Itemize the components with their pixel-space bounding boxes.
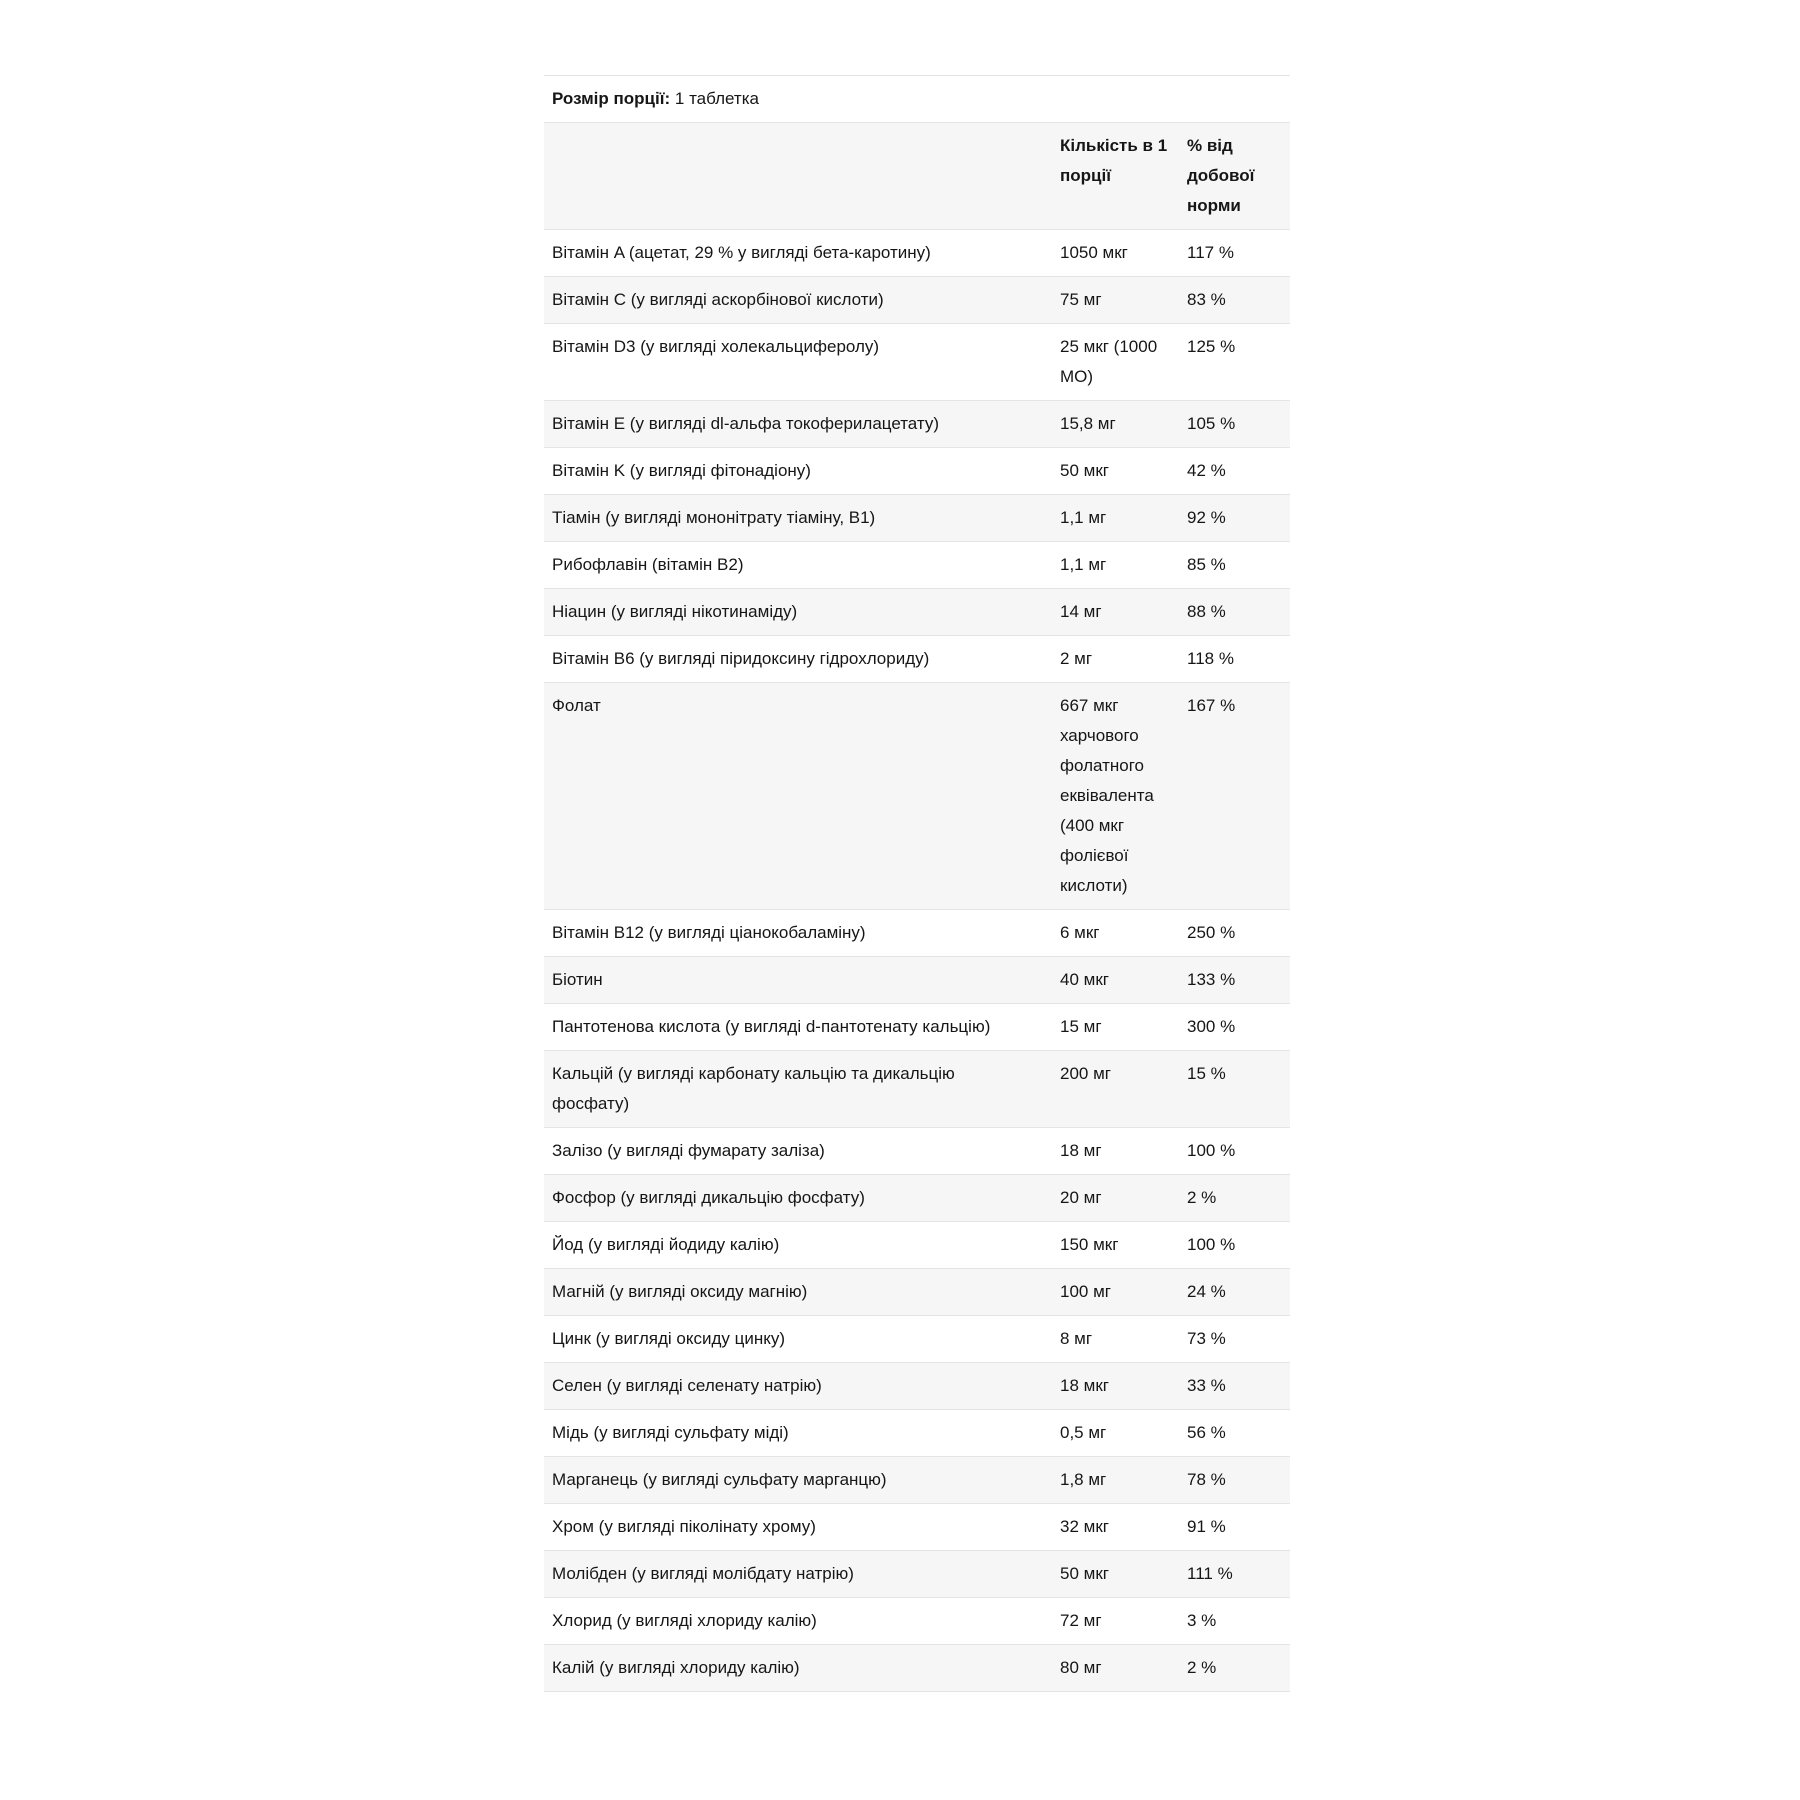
- ingredient-amount: 20 мг: [1060, 1175, 1187, 1222]
- ingredient-amount: 1,1 мг: [1060, 495, 1187, 542]
- ingredient-amount: 18 мкг: [1060, 1363, 1187, 1410]
- ingredient-daily-value: 250 %: [1187, 910, 1290, 957]
- ingredient-name: Ніацин (у вигляді нікотинаміду): [544, 589, 1060, 636]
- ingredient-daily-value: 300 %: [1187, 1004, 1290, 1051]
- ingredient-daily-value: 73 %: [1187, 1316, 1290, 1363]
- ingredient-daily-value: 92 %: [1187, 495, 1290, 542]
- ingredient-amount: 0,5 мг: [1060, 1410, 1187, 1457]
- ingredient-daily-value: 100 %: [1187, 1222, 1290, 1269]
- table-row: [544, 1316, 1290, 1363]
- ingredient-amount: 1,8 мг: [1060, 1457, 1187, 1504]
- ingredient-daily-value: 118 %: [1187, 636, 1290, 683]
- table-row: [544, 589, 1290, 636]
- ingredient-name: Мідь (у вигляді сульфату міді): [544, 1410, 1060, 1457]
- ingredient-amount: 100 мг: [1060, 1269, 1187, 1316]
- table-row: [544, 1504, 1290, 1551]
- ingredient-name: Фосфор (у вигляді дикальцію фосфату): [544, 1175, 1060, 1222]
- ingredient-name: Цинк (у вигляді оксиду цинку): [544, 1316, 1060, 1363]
- ingredient-name: Калій (у вигляді хлориду калію): [544, 1645, 1060, 1692]
- serving-size-value: 1 таблетка: [674, 89, 759, 108]
- ingredient-amount: 18 мг: [1060, 1128, 1187, 1175]
- table-row: [544, 1269, 1290, 1316]
- ingredient-amount: 1,1 мг: [1060, 542, 1187, 589]
- ingredient-name: Вітамін B6 (у вигляді піридоксину гідрохлориду): [544, 636, 1060, 683]
- ingredient-amount: 50 мкг: [1060, 1551, 1187, 1598]
- ingredient-amount: 80 мг: [1060, 1645, 1187, 1692]
- ingredient-amount: 8 мг: [1060, 1316, 1187, 1363]
- table-row: [544, 1051, 1290, 1128]
- ingredient-daily-value: 85 %: [1187, 542, 1290, 589]
- ingredient-amount: 50 мкг: [1060, 448, 1187, 495]
- ingredient-amount: 40 мкг: [1060, 957, 1187, 1004]
- supplement-facts-panel: [544, 75, 1290, 1692]
- ingredient-amount: 75 мг: [1060, 277, 1187, 324]
- ingredient-daily-value: 83 %: [1187, 277, 1290, 324]
- table-row: [544, 1004, 1290, 1051]
- ingredient-daily-value: 33 %: [1187, 1363, 1290, 1410]
- header-daily-value-percent: % від добової норми: [1187, 123, 1290, 230]
- ingredient-daily-value: 78 %: [1187, 1457, 1290, 1504]
- table-header-row: [544, 123, 1290, 230]
- ingredient-amount: 6 мкг: [1060, 910, 1187, 957]
- header-ingredient: [544, 123, 1060, 230]
- supplement-facts-table: [544, 122, 1290, 1692]
- table-row: [544, 957, 1290, 1004]
- ingredient-name: Вітамін K (у вигляді фітонадіону): [544, 448, 1060, 495]
- ingredient-amount: 25 мкг (1000 МО): [1060, 324, 1187, 401]
- ingredient-name: Вітамін B12 (у вигляді ціанокобаламіну): [544, 910, 1060, 957]
- table-header: [544, 123, 1290, 230]
- ingredient-daily-value: 15 %: [1187, 1051, 1290, 1128]
- table-row: [544, 683, 1290, 910]
- table-row: [544, 495, 1290, 542]
- ingredient-name: Рибофлавін (вітамін B2): [544, 542, 1060, 589]
- table-row: [544, 401, 1290, 448]
- serving-size-label: Розмір порції:: [552, 89, 671, 108]
- ingredient-amount: 15,8 мг: [1060, 401, 1187, 448]
- ingredient-amount: 150 мкг: [1060, 1222, 1187, 1269]
- ingredient-daily-value: 88 %: [1187, 589, 1290, 636]
- table-row: [544, 1551, 1290, 1598]
- table-row: [544, 277, 1290, 324]
- table-row: [544, 636, 1290, 683]
- table-row: [544, 1410, 1290, 1457]
- ingredient-amount: 2 мг: [1060, 636, 1187, 683]
- ingredient-amount: 667 мкг харчового фолатного еквівалента (400 мкг фолієвої кислоти): [1060, 683, 1187, 910]
- ingredient-daily-value: 2 %: [1187, 1175, 1290, 1222]
- ingredient-daily-value: 125 %: [1187, 324, 1290, 401]
- ingredient-name: Вітамін C (у вигляді аскорбінової кислоти): [544, 277, 1060, 324]
- serving-size-row: [544, 76, 1290, 122]
- header-amount-per-serving: Кількість в 1 порції: [1060, 123, 1187, 230]
- ingredient-daily-value: 167 %: [1187, 683, 1290, 910]
- ingredient-daily-value: 42 %: [1187, 448, 1290, 495]
- ingredient-name: Кальцій (у вигляді карбонату кальцію та дикальцію фосфату): [544, 1051, 1060, 1128]
- ingredient-daily-value: 56 %: [1187, 1410, 1290, 1457]
- table-row: [544, 1598, 1290, 1645]
- ingredient-name: Вітамін E (у вигляді dl-альфа токоферилацетату): [544, 401, 1060, 448]
- table-row: [544, 230, 1290, 277]
- ingredient-name: Марганець (у вигляді сульфату марганцю): [544, 1457, 1060, 1504]
- ingredient-amount: 15 мг: [1060, 1004, 1187, 1051]
- ingredient-daily-value: 117 %: [1187, 230, 1290, 277]
- ingredient-amount: 200 мг: [1060, 1051, 1187, 1128]
- ingredient-name: Вітамін A (ацетат, 29 % у вигляді бета-каротину): [544, 230, 1060, 277]
- ingredient-name: Тіамін (у вигляді мононітрату тіаміну, B1): [544, 495, 1060, 542]
- table-row: [544, 1222, 1290, 1269]
- ingredient-daily-value: 100 %: [1187, 1128, 1290, 1175]
- table-row: [544, 1457, 1290, 1504]
- ingredient-name: Селен (у вигляді селенату натрію): [544, 1363, 1060, 1410]
- ingredient-daily-value: 105 %: [1187, 401, 1290, 448]
- ingredient-daily-value: 3 %: [1187, 1598, 1290, 1645]
- ingredient-daily-value: 24 %: [1187, 1269, 1290, 1316]
- ingredient-daily-value: 91 %: [1187, 1504, 1290, 1551]
- table-row: [544, 542, 1290, 589]
- ingredient-daily-value: 133 %: [1187, 957, 1290, 1004]
- table-row: [544, 1645, 1290, 1692]
- ingredient-name: Йод (у вигляді йодиду калію): [544, 1222, 1060, 1269]
- ingredient-name: Біотин: [544, 957, 1060, 1004]
- ingredient-amount: 14 мг: [1060, 589, 1187, 636]
- ingredient-amount: 1050 мкг: [1060, 230, 1187, 277]
- table-row: [544, 324, 1290, 401]
- ingredient-daily-value: 2 %: [1187, 1645, 1290, 1692]
- ingredient-amount: 32 мкг: [1060, 1504, 1187, 1551]
- ingredient-name: Вітамін D3 (у вигляді холекальциферолу): [544, 324, 1060, 401]
- ingredient-name: Хром (у вигляді піколінату хрому): [544, 1504, 1060, 1551]
- ingredient-daily-value: 111 %: [1187, 1551, 1290, 1598]
- ingredient-name: Хлорид (у вигляді хлориду калію): [544, 1598, 1060, 1645]
- table-row: [544, 1363, 1290, 1410]
- table-row: [544, 1175, 1290, 1222]
- table-body: [544, 230, 1290, 1692]
- ingredient-name: Фолат: [544, 683, 1060, 910]
- ingredient-amount: 72 мг: [1060, 1598, 1187, 1645]
- table-row: [544, 448, 1290, 495]
- table-row: [544, 1128, 1290, 1175]
- ingredient-name: Молібден (у вигляді молібдату натрію): [544, 1551, 1060, 1598]
- ingredient-name: Магній (у вигляді оксиду магнію): [544, 1269, 1060, 1316]
- ingredient-name: Пантотенова кислота (у вигляді d-пантотенату кальцію): [544, 1004, 1060, 1051]
- table-row: [544, 910, 1290, 957]
- ingredient-name: Залізо (у вигляді фумарату заліза): [544, 1128, 1060, 1175]
